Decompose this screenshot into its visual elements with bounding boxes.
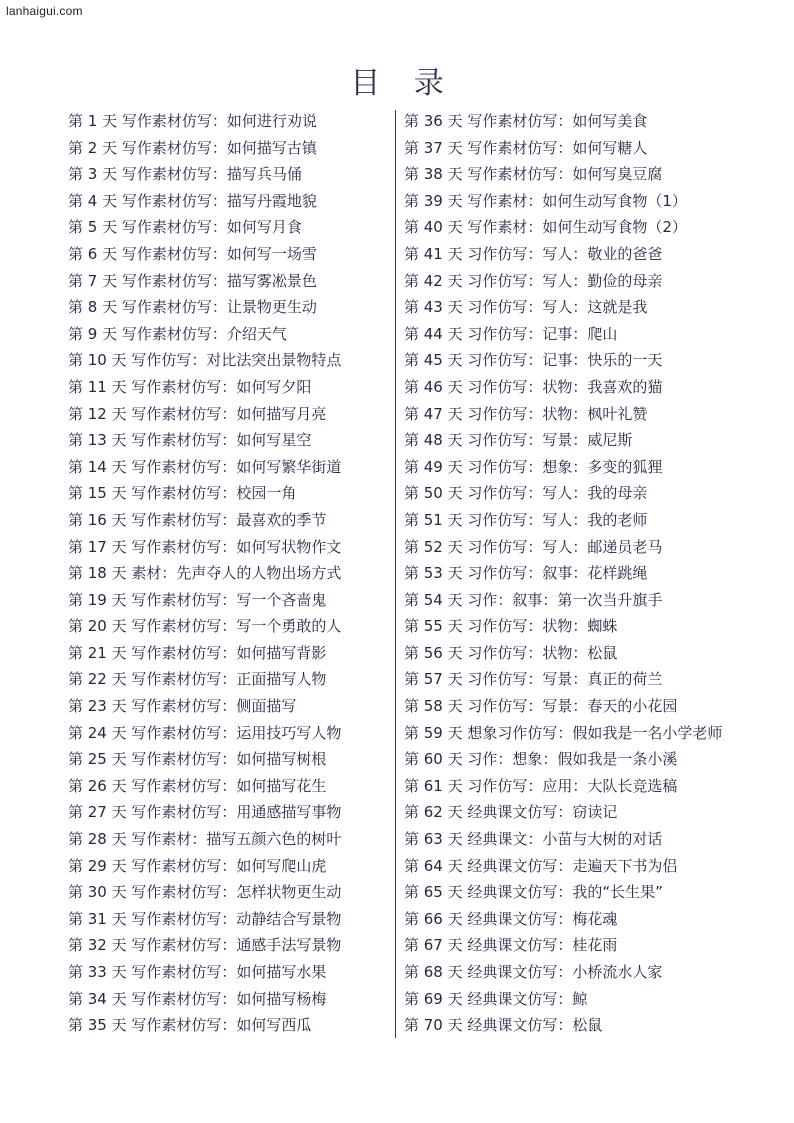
toc-entry[interactable]: 第 16 天 写作素材仿写：最喜欢的季节 (68, 510, 327, 529)
toc-entry[interactable]: 第 11 天 写作素材仿写：如何写夕阳 (68, 377, 312, 396)
toc-entry[interactable]: 第 67 天 经典课文仿写：桂花雨 (404, 936, 618, 955)
toc-entry[interactable]: 第 49 天 习作仿写：想象：多变的狐狸 (404, 457, 663, 476)
toc-entry[interactable]: 第 54 天 习作：叙事：第一次当升旗手 (404, 590, 663, 609)
toc-entry[interactable]: 第 68 天 经典课文仿写：小桥流水人家 (404, 963, 663, 981)
toc-entry[interactable]: 第 22 天 写作素材仿写：正面描写人物 (68, 670, 327, 689)
toc-entry[interactable]: 第 63 天 经典课文：小苗与大树的对话 (404, 830, 663, 849)
toc-right-column (404, 108, 789, 1039)
toc-entry[interactable]: 第 23 天 写作素材仿写：侧面描写 (68, 697, 297, 716)
toc-left-column (68, 108, 393, 1039)
toc-entry[interactable]: 第 57 天 习作仿写：写景：真正的荷兰 (404, 670, 663, 689)
toc-entry[interactable]: 第 38 天 写作素材仿写：如何写臭豆腐 (404, 165, 663, 184)
toc-entry[interactable]: 第 66 天 经典课文仿写：梅花魂 (404, 909, 618, 928)
toc-entry[interactable]: 第 40 天 写作素材：如何生动写食物（2） (404, 218, 687, 237)
toc-entry[interactable]: 第 58 天 习作仿写：写景：春天的小花园 (404, 697, 678, 716)
toc-entry[interactable]: 第 19 天 写作素材仿写：写一个吝啬鬼 (68, 590, 327, 609)
toc-entry[interactable]: 第 26 天 写作素材仿写：如何描写花生 (68, 776, 327, 795)
toc-entry[interactable]: 第 10 天 写作仿写：对比法突出景物特点 (68, 351, 342, 370)
toc-entry[interactable]: 第 6 天 写作素材仿写：如何写一场雪 (68, 244, 317, 263)
toc-entry[interactable]: 第 24 天 写作素材仿写：运用技巧写人物 (68, 723, 342, 742)
toc-entry[interactable]: 第 31 天 写作素材仿写：动静结合写景物 (68, 909, 342, 928)
toc-entry[interactable]: 第 44 天 习作仿写：记事：爬山 (404, 324, 618, 343)
toc-entry[interactable]: 第 36 天 写作素材仿写：如何写美食 (404, 112, 648, 130)
toc-entry[interactable]: 第 2 天 写作素材仿写：如何描写古镇 (68, 138, 317, 157)
toc-entry[interactable]: 第 55 天 习作仿写：状物：蜘蛛 (404, 617, 618, 636)
toc-entry[interactable]: 第 13 天 写作素材仿写：如何写星空 (68, 431, 312, 450)
toc-entry[interactable]: 第 53 天 习作仿写：叙事：花样跳绳 (404, 564, 648, 583)
toc-entry[interactable]: 第 42 天 习作仿写：写人：勤俭的母亲 (404, 271, 663, 290)
toc-entry[interactable]: 第 46 天 习作仿写：状物：我喜欢的猫 (404, 377, 663, 396)
toc-entry[interactable]: 第 34 天 写作素材仿写：如何描写杨梅 (68, 989, 327, 1008)
toc-entry[interactable]: 第 3 天 写作素材仿写：描写兵马俑 (68, 165, 302, 184)
toc-entry[interactable]: 第 4 天 写作素材仿写：描写丹霞地貌 (68, 191, 317, 210)
site-watermark: lanhaigui.com (6, 4, 83, 18)
toc-entry[interactable]: 第 60 天 习作：想象：假如我是一条小溪 (404, 750, 678, 769)
toc-entry[interactable]: 第 39 天 写作素材：如何生动写食物（1） (404, 191, 687, 210)
column-divider (395, 110, 396, 1038)
toc-entry[interactable]: 第 65 天 经典课文仿写：我的“长生果” (404, 883, 663, 902)
page-title: 目 录 (350, 66, 456, 101)
toc-entry[interactable]: 第 25 天 写作素材仿写：如何描写树根 (68, 750, 327, 769)
toc-entry[interactable]: 第 62 天 经典课文仿写：窃读记 (404, 803, 618, 822)
toc-entry[interactable]: 第 52 天 习作仿写：写人：邮递员老马 (404, 537, 663, 556)
toc-entry[interactable]: 第 1 天 写作素材仿写：如何进行劝说 (68, 112, 317, 130)
toc-entry[interactable]: 第 32 天 写作素材仿写：通感手法写景物 (68, 936, 342, 955)
toc-entry[interactable]: 第 18 天 素材：先声夺人的人物出场方式 (68, 564, 342, 583)
toc-entry[interactable]: 第 69 天 经典课文仿写：鲸 (404, 989, 588, 1008)
toc-entry[interactable]: 第 70 天 经典课文仿写：松鼠 (404, 1016, 603, 1035)
toc-entry[interactable]: 第 17 天 写作素材仿写：如何写状物作文 (68, 537, 342, 556)
toc-entry[interactable]: 第 43 天 习作仿写：写人：这就是我 (404, 298, 648, 317)
toc-entry[interactable]: 第 27 天 写作素材仿写：用通感描写事物 (68, 803, 342, 822)
toc-entry[interactable]: 第 30 天 写作素材仿写：怎样状物更生动 (68, 883, 342, 902)
toc-entry[interactable]: 第 56 天 习作仿写：状物：松鼠 (404, 643, 618, 662)
toc-entry[interactable]: 第 8 天 写作素材仿写：让景物更生动 (68, 298, 317, 317)
toc-entry[interactable]: 第 12 天 写作素材仿写：如何描写月亮 (68, 404, 327, 423)
toc-entry[interactable]: 第 50 天 习作仿写：写人：我的母亲 (404, 484, 648, 503)
toc-entry[interactable]: 第 51 天 习作仿写：写人：我的老师 (404, 510, 648, 529)
toc-entry[interactable]: 第 61 天 习作仿写：应用：大队长竞选稿 (404, 776, 678, 795)
toc-entry[interactable]: 第 48 天 习作仿写：写景：威尼斯 (404, 431, 633, 450)
toc-entry[interactable]: 第 59 天 想象习作仿写：假如我是一名小学老师 (404, 723, 723, 742)
toc-entry[interactable]: 第 29 天 写作素材仿写：如何写爬山虎 (68, 856, 327, 875)
toc-entry[interactable]: 第 47 天 习作仿写：状物：枫叶礼赞 (404, 404, 648, 423)
toc-entry[interactable]: 第 64 天 经典课文仿写：走遍天下书为侣 (404, 856, 678, 875)
toc-entry[interactable]: 第 35 天 写作素材仿写：如何写西瓜 (68, 1016, 312, 1035)
toc-entry[interactable]: 第 33 天 写作素材仿写：如何描写水果 (68, 963, 327, 981)
toc-entry[interactable]: 第 41 天 习作仿写：写人：敬业的爸爸 (404, 244, 663, 263)
toc-entry[interactable]: 第 15 天 写作素材仿写：校园一角 (68, 484, 297, 503)
toc-entry[interactable]: 第 7 天 写作素材仿写：描写雾凇景色 (68, 271, 317, 290)
toc-entry[interactable]: 第 37 天 写作素材仿写：如何写糖人 (404, 138, 648, 157)
toc-entry[interactable]: 第 45 天 习作仿写：记事：快乐的一天 (404, 351, 663, 370)
toc-entry[interactable]: 第 20 天 写作素材仿写：写一个勇敢的人 (68, 617, 342, 636)
toc-entry[interactable]: 第 9 天 写作素材仿写：介绍天气 (68, 324, 287, 343)
toc-entry[interactable]: 第 5 天 写作素材仿写：如何写月食 (68, 218, 302, 237)
toc-entry[interactable]: 第 14 天 写作素材仿写：如何写繁华街道 (68, 457, 342, 476)
toc-entry[interactable]: 第 21 天 写作素材仿写：如何描写背影 (68, 643, 327, 662)
toc-entry[interactable]: 第 28 天 写作素材：描写五颜六色的树叶 (68, 830, 342, 849)
